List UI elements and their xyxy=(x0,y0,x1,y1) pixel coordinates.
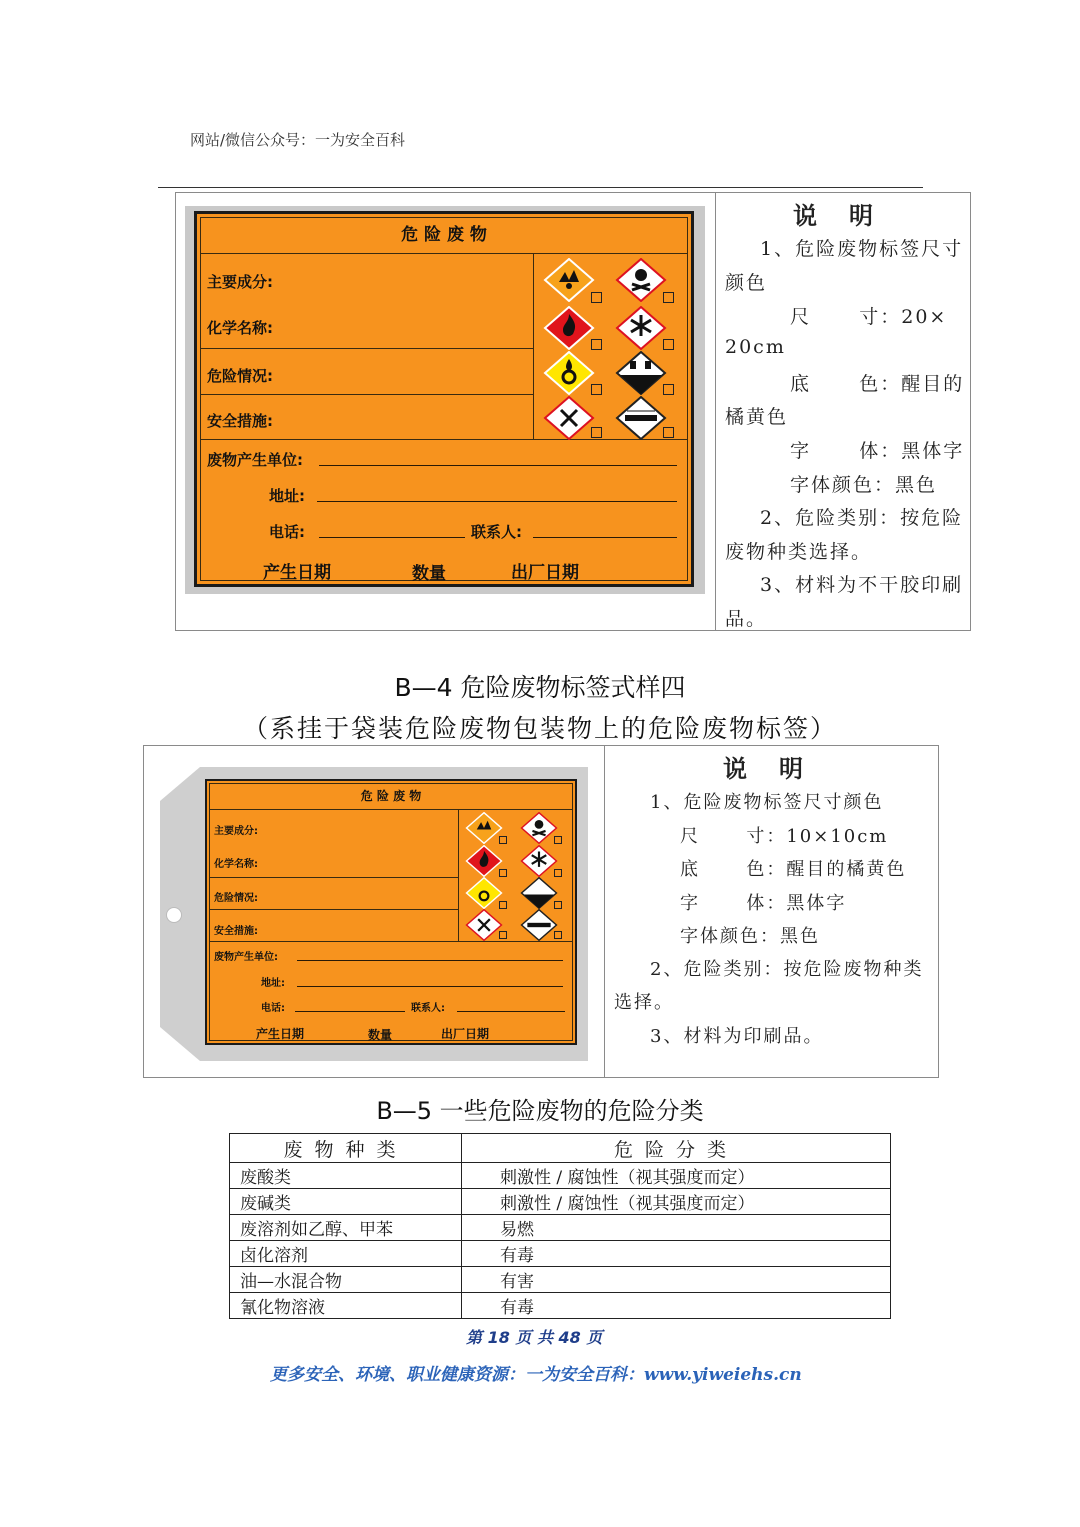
label3-address-line xyxy=(317,501,677,502)
label4-main-component: 主要成分: xyxy=(214,826,258,837)
hazard-class-cell: 刺激性 / 腐蚀性（视其强度而定） xyxy=(462,1189,891,1215)
waste-type-cell: 卤化溶剂 xyxy=(230,1241,462,1267)
checkbox[interactable] xyxy=(663,427,674,438)
note-line: 3、材料为不干胶印刷 xyxy=(760,574,964,596)
corrosive-icon xyxy=(615,351,667,395)
label4-exit-date: 出厂日期 xyxy=(441,1027,490,1041)
label3-divider-1 xyxy=(200,348,533,349)
label4-address: 地址: xyxy=(261,978,285,989)
waste-type-cell: 废溶剂如乙醇、甲苯 xyxy=(230,1215,462,1241)
page-header: 网站/微信公众号：一为安全百科 xyxy=(190,131,406,149)
note-line: 颜色 xyxy=(725,272,768,294)
table-row xyxy=(230,1267,891,1293)
label4-producer-line xyxy=(297,960,563,961)
irritant-icon xyxy=(465,909,503,941)
label3-notes-title: 说明 xyxy=(793,201,905,230)
flammable-icon xyxy=(543,306,595,350)
tag-hole xyxy=(166,907,182,923)
note-line: 1、危险废物标签尺寸 xyxy=(760,238,964,260)
harmful-icon xyxy=(615,306,667,350)
note-line: 底 色：醒目的橘黄色 xyxy=(680,859,907,880)
note-line: 20cm xyxy=(725,336,786,358)
label3-producer-line xyxy=(319,465,677,466)
hazard-class-cell: 有害 xyxy=(462,1267,891,1293)
table-row xyxy=(230,1163,891,1189)
waste-type-cell: 氰化物溶液 xyxy=(230,1293,462,1319)
explosive-icon xyxy=(465,812,503,844)
section-b5-title: B—5 一些危险废物的危险分类 xyxy=(376,1097,704,1125)
oxidizing-icon xyxy=(465,877,503,909)
label4-hazard: 危险情况: xyxy=(214,893,258,904)
label4-divider-2 xyxy=(209,909,458,910)
page-footer[interactable]: 更多安全、环境、职业健康资源：一为安全百科：www.yiweiehs.cn xyxy=(270,1365,802,1385)
note-line: 2、危险类别：按危险废物种类 xyxy=(650,959,924,980)
asbestos-icon xyxy=(520,909,558,941)
label3-safety: 安全措施: xyxy=(207,412,273,430)
hazard-class-cell: 有毒 xyxy=(462,1293,891,1319)
label3-table-divider xyxy=(715,192,716,630)
label3-pict-divider xyxy=(533,253,534,439)
hazard-class-cell: 刺激性 / 腐蚀性（视其强度而定） xyxy=(462,1163,891,1189)
label3-contact: 联系人: xyxy=(471,523,522,541)
checkbox[interactable] xyxy=(554,869,562,877)
label3-divider-2 xyxy=(200,394,533,395)
label4-producer: 废物产生单位: xyxy=(214,952,278,963)
checkbox[interactable] xyxy=(499,836,507,844)
checkbox[interactable] xyxy=(499,931,507,939)
hazard-class-cell: 易燃 xyxy=(462,1215,891,1241)
toxic-icon xyxy=(520,812,558,844)
oxidizing-icon xyxy=(543,351,595,395)
label4-phone-line xyxy=(295,1011,405,1012)
note-line: 选择。 xyxy=(614,992,674,1013)
label4-notes-title: 说明 xyxy=(723,754,835,783)
label3-address: 地址: xyxy=(269,487,305,505)
label3-phone-line xyxy=(319,537,465,538)
checkbox[interactable] xyxy=(499,901,507,909)
label4-safety: 安全措施: xyxy=(214,926,258,937)
section-b4-title: B—4 危险废物标签式样四 xyxy=(394,673,686,702)
label4-divider-3 xyxy=(209,941,573,942)
note-line: 品。 xyxy=(725,608,768,630)
checkbox[interactable] xyxy=(554,901,562,909)
waste-type-cell: 废酸类 xyxy=(230,1163,462,1189)
page-number: 第 18 页 共 48 页 xyxy=(466,1328,603,1347)
classification-table xyxy=(229,1133,891,1319)
note-line: 字体颜色：黑色 xyxy=(680,926,820,947)
label3-contact-line xyxy=(533,537,677,538)
waste-type-cell: 废碱类 xyxy=(230,1189,462,1215)
checkbox[interactable] xyxy=(591,427,602,438)
label3-exit-date: 出厂日期 xyxy=(511,563,579,583)
label3-quantity: 数量 xyxy=(412,564,446,584)
label3-phone: 电话: xyxy=(269,523,305,541)
checkbox[interactable] xyxy=(591,384,602,395)
label4-produce-date: 产生日期 xyxy=(256,1027,305,1041)
irritant-icon xyxy=(543,396,595,440)
column-header: 危险分类 xyxy=(462,1134,891,1163)
label4-quantity: 数量 xyxy=(368,1028,393,1042)
label3-title: 危 险 废 物 xyxy=(200,217,688,254)
label3-main-component: 主要成分: xyxy=(207,273,273,291)
label3-produce-date: 产生日期 xyxy=(263,563,331,583)
label4-title: 危 险 废 物 xyxy=(209,783,573,810)
checkbox[interactable] xyxy=(554,931,562,939)
corrosive-icon xyxy=(520,877,558,909)
label4-contact: 联系人: xyxy=(411,1003,445,1014)
label4-pict-divider xyxy=(458,809,459,941)
note-line: 3、材料为印刷品。 xyxy=(650,1026,824,1047)
note-line: 2、危险类别：按危险 xyxy=(760,507,964,529)
label3 xyxy=(194,211,694,587)
label3-chemical-name: 化学名称: xyxy=(207,319,273,337)
waste-type-cell: 油—水混合物 xyxy=(230,1267,462,1293)
note-line: 字体颜色：黑色 xyxy=(790,474,938,496)
label4-chemical-name: 化学名称: xyxy=(214,859,258,870)
label4-contact-line xyxy=(457,1011,565,1012)
section-b4-subtitle: （系挂于袋装危险废物包装物上的危险废物标签） xyxy=(242,714,837,743)
note-line: 尺 寸：20× xyxy=(790,306,948,328)
label3-producer: 废物产生单位: xyxy=(207,451,303,469)
checkbox[interactable] xyxy=(663,384,674,395)
note-line: 尺 寸：10×10cm xyxy=(680,826,889,847)
checkbox[interactable] xyxy=(591,339,602,350)
column-header: 废物种类 xyxy=(230,1134,462,1163)
label4 xyxy=(205,779,577,1045)
checkbox[interactable] xyxy=(663,339,674,350)
asbestos-icon xyxy=(615,396,667,440)
harmful-icon xyxy=(520,845,558,877)
label3-hazard: 危险情况: xyxy=(207,367,273,385)
note-line: 字 体：黑体字 xyxy=(790,440,965,462)
note-line: 字 体：黑体字 xyxy=(680,893,847,914)
header-rule xyxy=(158,187,923,188)
checkbox[interactable] xyxy=(554,836,562,844)
table-header-row xyxy=(230,1134,891,1163)
label4-address-line xyxy=(297,986,563,987)
label4-phone: 电话: xyxy=(261,1003,285,1014)
table-row xyxy=(230,1215,891,1241)
explosive-icon xyxy=(543,258,595,302)
checkbox[interactable] xyxy=(591,292,602,303)
hazard-class-cell: 有毒 xyxy=(462,1241,891,1267)
label4-divider-1 xyxy=(209,877,458,878)
flammable-icon xyxy=(465,845,503,877)
note-line: 底 色：醒目的 xyxy=(790,373,965,395)
checkbox[interactable] xyxy=(663,292,674,303)
checkbox[interactable] xyxy=(499,869,507,877)
table-row xyxy=(230,1293,891,1319)
note-line: 橘黄色 xyxy=(725,406,789,428)
note-line: 废物种类选择。 xyxy=(725,541,873,563)
table-row xyxy=(230,1189,891,1215)
note-line: 1、危险废物标签尺寸颜色 xyxy=(650,792,884,813)
label4-table-divider xyxy=(604,745,605,1077)
table-row xyxy=(230,1241,891,1267)
toxic-icon xyxy=(615,258,667,302)
